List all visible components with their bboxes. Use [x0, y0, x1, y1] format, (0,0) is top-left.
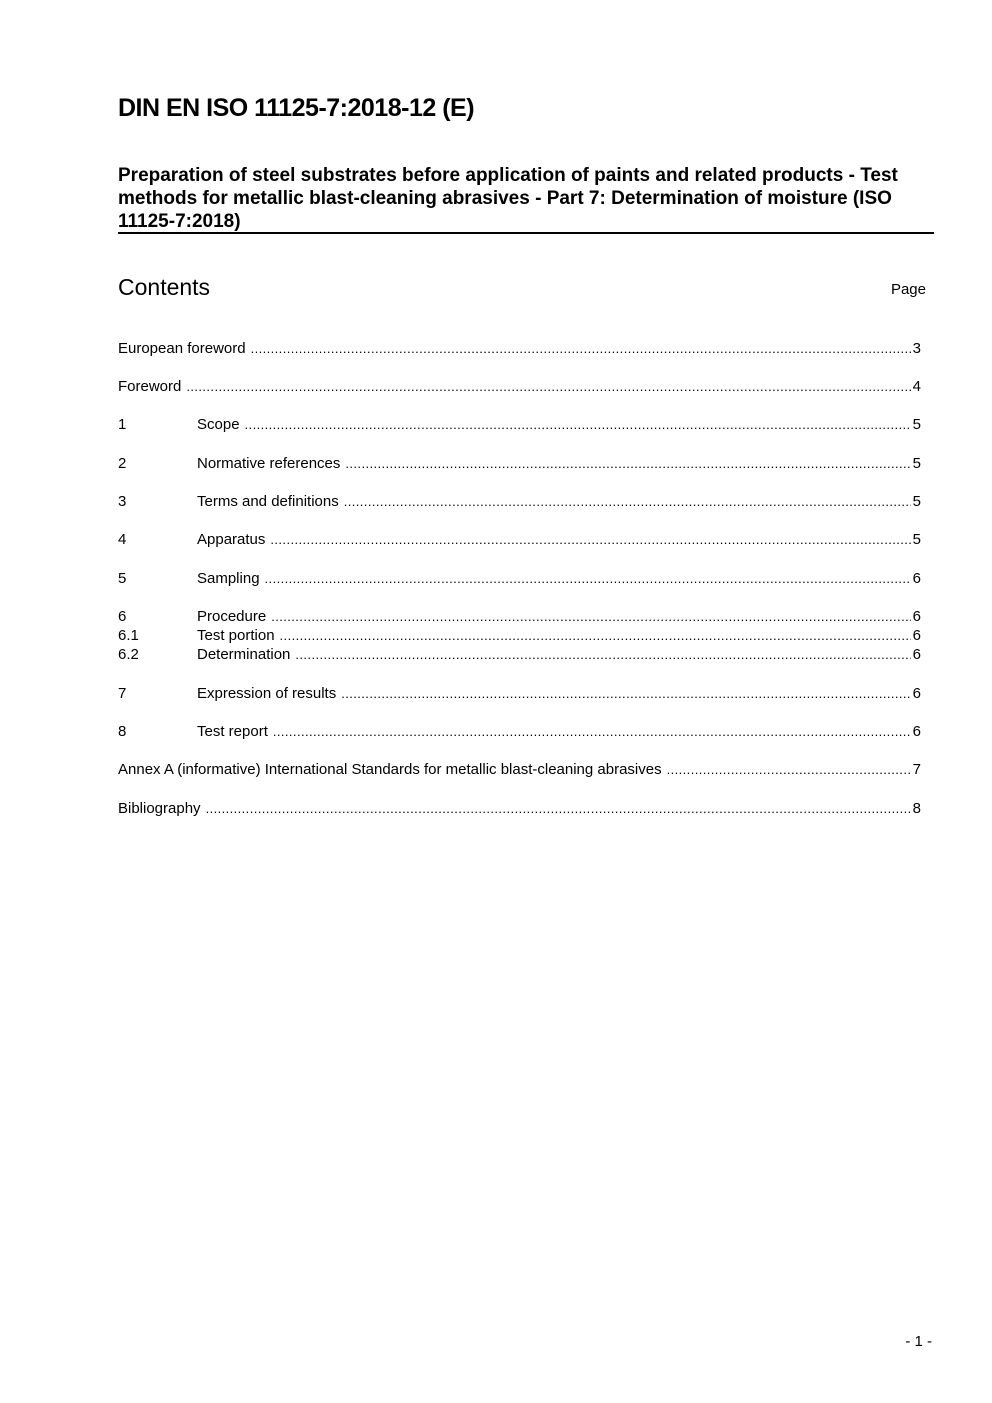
toc-entry-procedure[interactable]: [118, 607, 921, 626]
toc-section-number: 2: [118, 455, 127, 472]
toc-label: Test report: [197, 723, 268, 740]
document-id: DIN EN ISO 11125-7:2018-12 (E): [118, 94, 475, 122]
toc-page-number: 3: [912, 340, 921, 357]
toc-section-number: 6.1: [118, 627, 139, 644]
contents-heading: Contents: [118, 274, 211, 300]
toc-page-number: 6: [912, 608, 921, 625]
toc-label: Normative references: [197, 455, 341, 472]
toc-label: Determination: [197, 646, 291, 663]
toc-entry-sampling[interactable]: [118, 569, 921, 588]
toc-page-number: 5: [912, 493, 921, 510]
toc-entry-scope[interactable]: [118, 415, 921, 434]
toc-dot-leader: [271, 607, 910, 626]
toc-dot-leader: [280, 626, 911, 645]
toc-entry-test-report[interactable]: [118, 722, 921, 741]
toc-label: Test portion: [197, 627, 275, 644]
toc-label: Expression of results: [197, 685, 337, 702]
toc-dot-leader: [273, 722, 911, 741]
toc-page-number: 4: [912, 378, 921, 395]
toc-dot-leader: [186, 377, 910, 396]
toc-entry-apparatus[interactable]: [118, 530, 921, 549]
toc-page-number: 6: [912, 570, 921, 587]
toc-page-number: 6: [912, 646, 921, 663]
document-title: Preparation of steel substrates before application of paints and related products - Test methods for metallic blast-cleaning abrasives - Part 7: Determination of moisture (ISO 11125-7:2018): [118, 165, 898, 232]
toc-dot-leader: [295, 645, 910, 664]
toc-page-number: 8: [912, 800, 921, 817]
toc-entry-determination[interactable]: [118, 645, 921, 664]
toc-page-number: 6: [912, 685, 921, 702]
toc-label: Apparatus: [197, 531, 266, 548]
toc-entry-foreword[interactable]: [118, 377, 921, 396]
toc-label: Procedure: [197, 608, 267, 625]
toc-section-number: 1: [118, 416, 127, 433]
toc-dot-leader: [206, 799, 911, 818]
toc-page-number: 5: [912, 416, 921, 433]
toc-entry-expression-of-results[interactable]: [118, 684, 921, 703]
footer-page-number: - 1 -: [905, 1333, 932, 1350]
toc-dot-leader: [245, 415, 911, 434]
toc-label: Scope: [197, 416, 240, 433]
title-rule: [118, 232, 934, 234]
toc-entry-terms-and-definitions[interactable]: [118, 492, 921, 511]
toc-dot-leader: [265, 569, 911, 588]
toc-section-number: 6.2: [118, 646, 139, 663]
toc-label: Terms and definitions: [197, 493, 339, 510]
toc-section-number: 8: [118, 723, 127, 740]
toc-entry-annex-a[interactable]: [118, 760, 921, 779]
toc-page-number: 7: [912, 761, 921, 778]
toc-section-number: 6: [118, 608, 127, 625]
toc-label: European foreword: [118, 340, 246, 357]
toc-entry-european-foreword[interactable]: [118, 339, 921, 358]
toc-section-number: 4: [118, 531, 127, 548]
page-column-heading: Page: [890, 281, 926, 298]
toc-dot-leader: [251, 339, 911, 358]
toc-dot-leader: [667, 760, 911, 779]
toc-section-number: 3: [118, 493, 127, 510]
toc-page-number: 5: [912, 531, 921, 548]
toc-entry-normative-references[interactable]: [118, 454, 921, 473]
toc-page-number: 6: [912, 723, 921, 740]
toc-page-number: 6: [912, 627, 921, 644]
toc-page-number: 5: [912, 455, 921, 472]
toc-label: Sampling: [197, 570, 260, 587]
toc-dot-leader: [341, 684, 910, 703]
toc-dot-leader: [270, 530, 910, 549]
toc-section-number: 7: [118, 685, 127, 702]
toc-label: Annex A (informative) International Standards for metallic blast-cleaning abrasives: [118, 761, 662, 778]
toc-entry-test-portion[interactable]: [118, 626, 921, 645]
toc-section-number: 5: [118, 570, 127, 587]
toc-entry-bibliography[interactable]: [118, 799, 921, 818]
toc-dot-leader: [344, 492, 911, 511]
toc-dot-leader: [345, 454, 910, 473]
toc-label: Foreword: [118, 378, 182, 395]
toc-label: Bibliography: [118, 800, 201, 817]
